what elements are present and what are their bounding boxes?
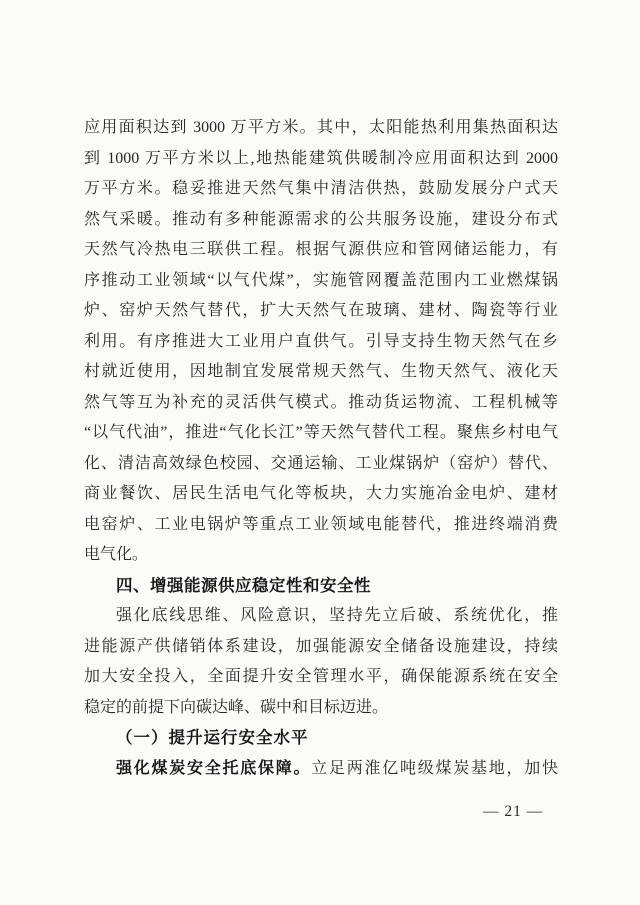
text-line: 强化煤炭安全托底保障。立足两淮亿吨级煤炭基地，加快 <box>116 759 558 777</box>
text-line: 加大安全投入，全面提升安全管理水平，确保能源系统在安全 <box>84 668 558 685</box>
text-line: 然气等互为补充的灵活供气模式。推动货运物流、工程机械等 <box>84 393 558 411</box>
text-line: 电窑炉、工业电锅炉等重点工业领域电能替代，推进终端消费 <box>84 515 558 533</box>
text-line: 万平方米。稳妥推进天然气集中清洁供热，鼓励发展分户式天 <box>84 180 558 197</box>
text-line: 村就近使用，因地制宜发展常规天然气、生物天然气、液化天 <box>84 363 558 380</box>
section-heading: 四、增强能源供应稳定性和安全性 <box>116 576 371 595</box>
text-line: 进能源产供储销体系建设，加强能源安全储备设施建设，持续 <box>84 637 558 655</box>
text-line: 炉、窑炉天然气替代，扩大天然气在玻璃、建材、陶瓷等行业 <box>84 302 558 319</box>
text-line: 天然气冷热电三联供工程。根据气源供应和管网储运能力，有 <box>84 241 558 258</box>
text-line: 到 1000 万平方米以上,地热能建筑供暖制冷应用面积达到 2000 <box>84 149 558 167</box>
text-line: 序推动工业领域“以气代煤”，实施管网覆盖范围内工业燃煤锅 <box>84 271 558 289</box>
page-number: — 21 — <box>483 803 544 820</box>
text-line: 电气化。 <box>84 546 149 563</box>
text-line: 化、清洁高效绿色校园、交通运输、工业煤锅炉（窑炉）替代、 <box>84 454 558 472</box>
text-line: 商业餐饮、居民生活电气化等板块，大力实施冶金电炉、建材 <box>84 485 558 502</box>
text-line: 利用。有序推进大工业用户直供气。引导支持生物天然气在乡 <box>84 332 558 350</box>
text-line: 应用面积达到 3000 万平方米。其中，太阳能热利用集热面积达 <box>84 119 558 136</box>
text-line: 然气采暖。推动有多种能源需求的公共服务设施，建设分布式 <box>84 210 558 228</box>
bold-lead-phrase: 强化煤炭安全托底保障。 <box>116 759 312 777</box>
text-line: 稳定的前提下向碳达峰、碳中和目标迈进。 <box>84 698 389 716</box>
sub-heading: （一）提升运行安全水平 <box>116 728 309 747</box>
text-line: “以气代油”，推进“气化长江”等天然气替代工程。聚焦乡村电气 <box>84 424 558 441</box>
text-line: 强化底线思维、风险意识，坚持先立后破、系统优化，推 <box>116 607 558 624</box>
text-block <box>84 113 558 784</box>
